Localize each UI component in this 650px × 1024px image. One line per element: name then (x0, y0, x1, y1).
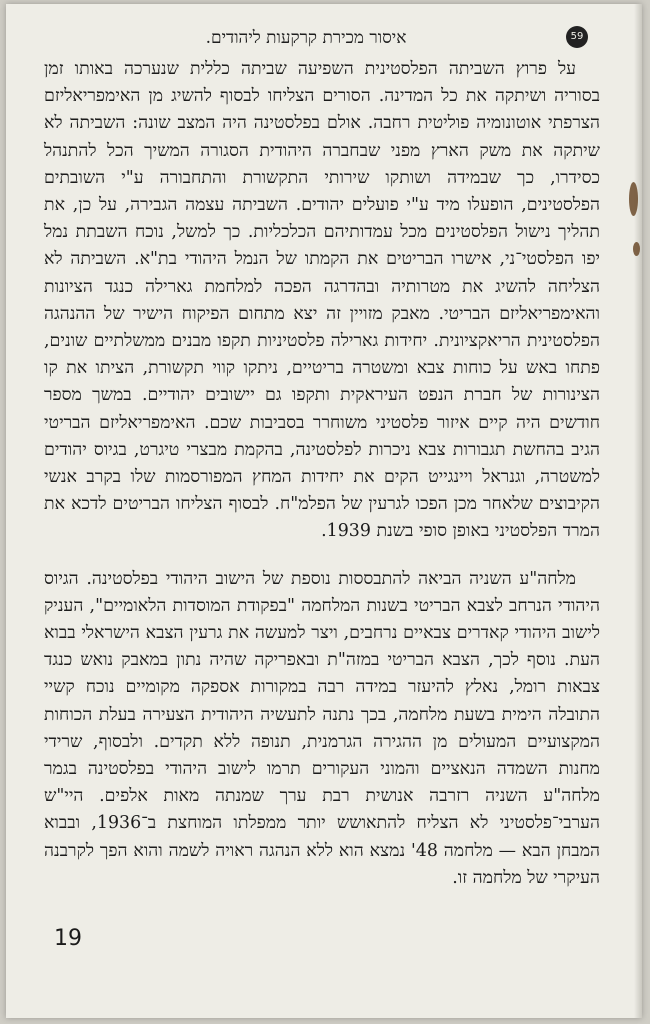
page-number: 19 (54, 926, 82, 951)
body-text (44, 56, 600, 892)
paragraph (44, 566, 600, 892)
chapter-badge: 59 (566, 26, 588, 48)
page-spine-shadow (634, 4, 642, 1018)
book-page (6, 4, 642, 1018)
paper-stain (629, 182, 638, 216)
paragraph-gap (44, 546, 600, 566)
paragraph-text: מלחה"ע השניה הביאה להתבססות נוספת של הישוב היהודי בפלסטינה. הגיוס היהודי הנרחב לצבא הבריטי בשנות המלחמה "בפקודת המוסדות הלאומיים", העניק לישוב היהודי קאדרים צבאיים נרחבים, ויצר למעשה את גרעין הצבא הישראלי בבוא העת. נוסף לכך, הצבא הבריטי במזה"ת ובאפריקה שהיה נתון במאבק נואש כנגד צבאות רומל, נאלץ להיעזר במידה רבה במקורות אספקה מקומיים נוכח קשיי התובלה הימית בשעת מלחמה, בכך נתנה לתעשיה היהודית הצעירה בעלת הכוחות המקצועיים המעולים מן ההגירה הגרמנית, תנופה ללא תקדים. ולבסוף, שרידי מחנות השמדה הנאציים והמוני העקורים תרמו לישוב היהודי בפלסטינה בגמר מלחה"ע השניה רזרבה אנושית רבת ערך שמנתה מאות אלפים. היי"ש הערבי־פלסטיני לא הצליח להתאושש יותר ממפלתו המוחצת ב־1936, ובבוא המבחן הבא — מלחמה 48' נמצא הוא ללא הנהגה ראויה לשמה והוא הפך לקרבנה העיקרי של מלחמה זו. (44, 568, 601, 888)
paragraph-text: על פרוץ השביתה הפלסטינית השפיעה שביתה כללית שנערכה באותו זמן בסוריה ושיתקה את כל המדינה. הסורים הצליחו לבסוף להשיג מן האימפריאליזם הצרפתי אוטונומיה פוליטית רחבה. אולם בפלסטינה היה המצב שונה: השביתה לא שיתקה את משק הארץ מפני שבחברה היהודית הסגורה המשיך הכל להתנהל כסידרו, כך שבמידה ושותקו שירותי התקשורת והתחבורה ע"י השובתים הפלסטינים, הופעלו מיד ע"י פועלים יהודים. השביתה עצמה הגבירה, על כן, את תהליך נישול הפלסטינים מכל עמדותיהם הכלכליות. כך למשל, נוכח השבתת נמל יפו הפלסטי־ני, אישרו הבריטים את הקמתו של הנמל היהודי בת"א. השביתה לא הצליחה להשיג את מטרותיה ובהדרגה הפכה למלחמת גארילה כנגד הציונות והאימפריאליזם הבריטי. מאבק מזויין זה יצא מתחום הפיקוח הישיר של ההנהגה הפלסטינית הריאקציונית. יחידות גארילה פלסטיניות תקפו מבנים ממשלתיים שונים, פתחו באש על כוחות צבא ומשטרה בריטיים, ניתקו קווי תקשורת, הציתו את קו הצינורות של חברת הנפט העיראקית ותקפו גם יישובים יהודיים. במשך מספר חודשים היה קיים איזור פלסטיני משוחרר בסביבות שכם. האימפריאליזם הבריטי הגיב בהחשת תגבורות צבא ניכרות לפלסטינה, בהקמת מבצרי טיגרט, בגיוס יהודים למשטרה, וגנראל ויינגייט הקים את יחידות המחץ המפורסמות שלו בקרב אנשי הקיבוצים שלאחר מכן הפכו לגרעין של הפלמ"ח. לבסוף הצליחו הבריטים לדכא את המרד הפלסטיני באופן סופי בשנת 1939. (44, 59, 600, 542)
running-header (58, 26, 588, 50)
running-header-title: איסור מכירת קרקעות ליהודים. (205, 28, 407, 48)
paragraph (44, 56, 600, 546)
paper-stain (633, 242, 640, 256)
